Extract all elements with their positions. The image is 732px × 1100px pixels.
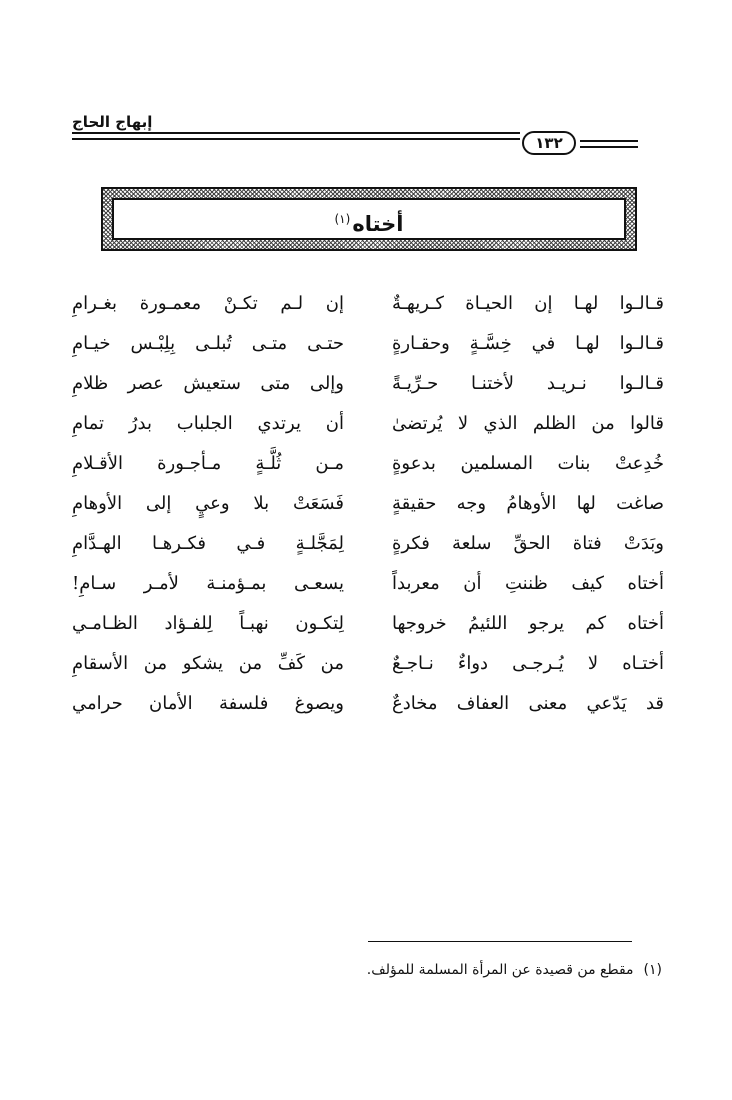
footnote-reference: (١) bbox=[334, 212, 351, 226]
poem-line bbox=[72, 686, 664, 726]
poem-line bbox=[72, 326, 664, 366]
header-rule-right-bottom bbox=[580, 146, 638, 148]
section-heading bbox=[112, 198, 626, 240]
poem-line bbox=[72, 366, 664, 406]
header-rule-right-top bbox=[580, 140, 638, 142]
poem-hemistich-second: لِمَجَّلـةٍ فـي فكـرهـا الهـدَّامِ bbox=[72, 533, 344, 554]
section-title: أختاه bbox=[352, 212, 404, 236]
poem-hemistich-second: لِتكـون نهبـاً لِلفـؤاد الظـامـي bbox=[72, 613, 344, 634]
poem-line bbox=[72, 446, 664, 486]
poem-hemistich-first: قالوا من الظلم الذي لا يُرتضىٰ bbox=[392, 413, 664, 434]
poem-line bbox=[72, 526, 664, 566]
poem-line bbox=[72, 646, 664, 686]
poem-hemistich-second: أن يرتدي الجلباب بدرُ تمامِ bbox=[72, 413, 344, 434]
poem-hemistich-second: يسعـى بمـؤمنـة لأمـر سـامِ! bbox=[72, 573, 344, 594]
header-rule-bottom bbox=[72, 138, 520, 140]
section-heading-frame bbox=[101, 187, 637, 251]
poem-hemistich-first: قـالـوا نـريـد لأختنـا حـرِّيـةً bbox=[392, 373, 664, 394]
footnote-marker: (١) bbox=[643, 962, 662, 978]
poem-hemistich-second: إن لـم تكـنْ معمـورة بغـرامِ bbox=[72, 293, 344, 314]
footnote bbox=[200, 960, 662, 980]
poem-line bbox=[72, 406, 664, 446]
poem-hemistich-second: وإلى متى ستعيش عصر ظلامِ bbox=[72, 373, 344, 394]
poem-hemistich-second: حتـى متـى تُبلـى بِلِبْـس خيـامِ bbox=[72, 333, 344, 354]
footnote-text: مقطع من قصيدة عن المرأة المسلمة للمؤلف. bbox=[366, 962, 634, 978]
page-number: ١٣٢ bbox=[522, 131, 576, 155]
header-rule-top bbox=[72, 132, 520, 134]
poem-line bbox=[72, 606, 664, 646]
poem-hemistich-second: فَسَعَتْ بلا وعيٍ إلى الأوهامِ bbox=[72, 493, 344, 514]
poem-hemistich-first: أختاه كم يرجو اللئيمُ خروجها bbox=[392, 613, 664, 634]
book-title: إبهاج الحاج bbox=[72, 113, 153, 131]
poem-hemistich-first: قـالـوا لهـا إن الحيـاة كـريهـةٌ bbox=[392, 293, 664, 314]
poem-line bbox=[72, 286, 664, 326]
poem-hemistich-second: ويصوغ فلسفة الأمان حرامي bbox=[72, 693, 344, 714]
poem-hemistich-first: صاغت لها الأوهامُ وجه حقيقةٍ bbox=[392, 493, 664, 514]
poem-hemistich-second: مـن ثُلَّـةٍ مـأجـورة الأقـلامِ bbox=[72, 453, 344, 474]
poem-hemistich-first: قد يَدّعي معنى العفاف مخادعٌ bbox=[392, 693, 664, 714]
poem-hemistich-first: وبَدَتْ فتاة الحقِّ سلعة فكرةٍ bbox=[392, 533, 664, 554]
poem-line bbox=[72, 566, 664, 606]
poem-line bbox=[72, 486, 664, 526]
poem-hemistich-first: قـالـوا لهـا في خِسَّـةٍ وحقـارةٍ bbox=[392, 333, 664, 354]
poem-hemistich-first: أختـاه لا يُـرجـى دواءٌ نـاجـعٌ bbox=[392, 653, 664, 674]
poem-hemistich-first: خُدِعتْ بنات المسلمين بدعوةٍ bbox=[392, 453, 664, 474]
footnote-rule bbox=[368, 941, 632, 942]
poem-hemistich-first: أختاه كيف ظننتِ أن معربداً bbox=[392, 573, 664, 594]
poem-hemistich-second: من كَفِّ من يشكو من الأسقامِ bbox=[72, 653, 344, 674]
